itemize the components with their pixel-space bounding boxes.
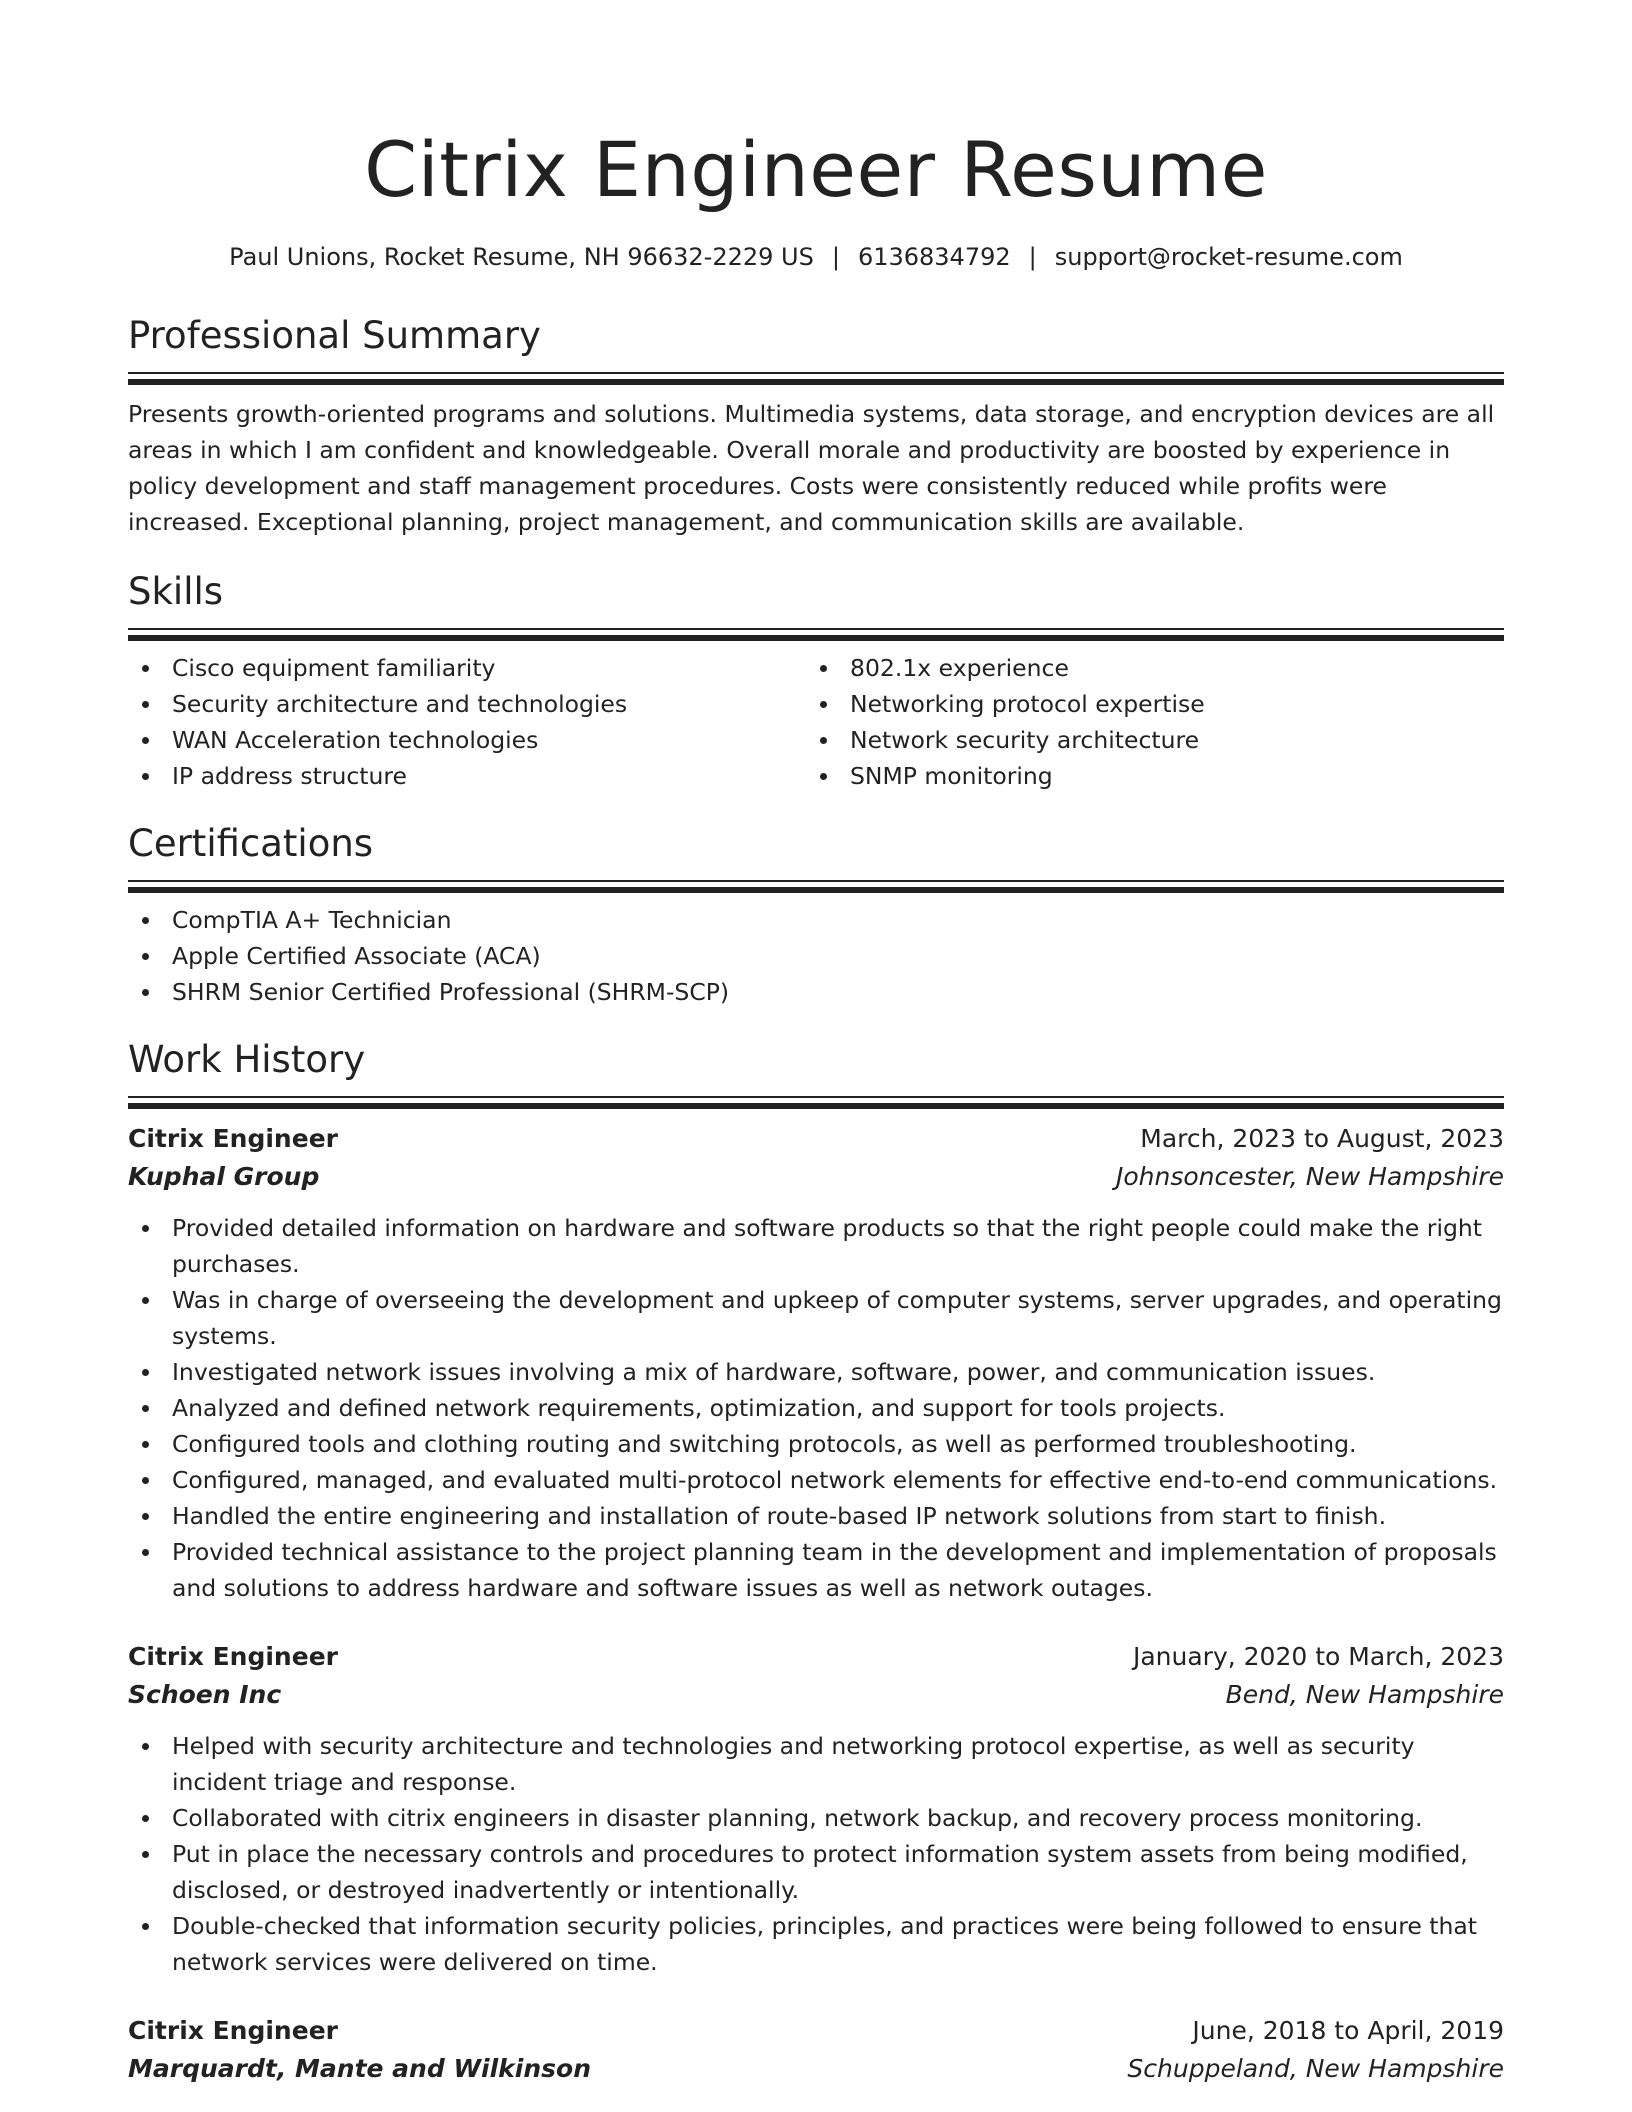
work-history-section: [128, 1034, 1504, 2088]
job-entry: [128, 1120, 1504, 1606]
section-divider: [128, 880, 1504, 894]
job-bullet: Investigated network issues involving a mix of hardware, software, power, and communication issues.: [128, 1354, 1504, 1390]
job-title: Citrix Engineer: [128, 1124, 338, 1153]
section-divider: [128, 1096, 1504, 1110]
job-dates: January, 2020 to March, 2023: [1132, 1642, 1504, 1671]
skill-item: IP address structure: [128, 758, 806, 794]
skill-item: Security architecture and technologies: [128, 686, 806, 722]
job-company: Kuphal Group: [128, 1162, 320, 1191]
job-title: Citrix Engineer: [128, 2016, 338, 2045]
skills-heading: Skills: [128, 570, 224, 613]
job-location: Schuppeland, New Hampshire: [1127, 2054, 1504, 2083]
job-bullet: Analyzed and defined network requirements, optimization, and support for tools projects.: [128, 1390, 1504, 1426]
job-subheader: [128, 1676, 1504, 1714]
job-entry: [128, 2012, 1504, 2088]
certifications-heading: Certifications: [128, 822, 374, 865]
work-history-heading: Work History: [128, 1038, 366, 1081]
contact-line: [128, 240, 1504, 274]
skill-item: 802.1x experience: [806, 650, 1484, 686]
certification-item: SHRM Senior Certified Professional (SHRM-SCP): [128, 974, 1504, 1010]
skill-item: WAN Acceleration technologies: [128, 722, 806, 758]
job-bullets: [128, 1210, 1504, 1606]
skills-section: [128, 566, 1504, 794]
job-bullet: Double-checked that information security policies, principles, and practices were being followed to ensure that network services were delivered on time.: [128, 1908, 1504, 1980]
job-bullet: Helped with security architecture and technologies and networking protocol expertise, as well as security incident triage and response.: [128, 1728, 1504, 1800]
job-bullet: Provided detailed information on hardware and software products so that the right people could make the right purchases.: [128, 1210, 1504, 1282]
job-dates: March, 2023 to August, 2023: [1140, 1124, 1504, 1153]
job-company: Schoen Inc: [128, 1680, 282, 1709]
section-divider: [128, 372, 1504, 386]
job-bullet: Configured, managed, and evaluated multi-protocol network elements for effective end-to-end communications.: [128, 1462, 1504, 1498]
skill-item: SNMP monitoring: [806, 758, 1484, 794]
job-bullet: Provided technical assistance to the project planning team in the development and implementation of proposals and solutions to address hardware and software issues as well as network outages.: [128, 1534, 1504, 1606]
summary-section: [128, 310, 1504, 540]
skill-item: Networking protocol expertise: [806, 686, 1484, 722]
certification-item: CompTIA A+ Technician: [128, 902, 1504, 938]
contact-phone: 6136834792: [857, 243, 1011, 271]
job-company: Marquardt, Mante and Wilkinson: [128, 2054, 592, 2083]
job-header: [128, 1120, 1504, 1158]
skill-item: Cisco equipment familiarity: [128, 650, 806, 686]
certifications-list: [128, 902, 1504, 1010]
job-location: Johnsoncester, New Hampshire: [1115, 1162, 1504, 1191]
contact-address: Paul Unions, Rocket Resume, NH 96632-2229 US: [229, 243, 814, 271]
section-divider: [128, 628, 1504, 642]
skills-list-left: [128, 650, 806, 794]
job-header: [128, 1638, 1504, 1676]
summary-heading: Professional Summary: [128, 314, 541, 357]
job-location: Bend, New Hampshire: [1225, 1680, 1504, 1709]
skill-item: Network security architecture: [806, 722, 1484, 758]
summary-text: Presents growth-oriented programs and solutions. Multimedia systems, data storage, and encryption devices are all areas in which I am confident and knowledgeable. Overall morale and productivity are boosted by experience in policy development and staff management procedures. Costs were consistently reduced while profits were increased. Exceptional planning, project management, and communication skills are available.: [128, 400, 1495, 536]
job-subheader: [128, 2050, 1504, 2088]
skills-grid: [128, 650, 1504, 794]
contact-separator: |: [831, 243, 840, 271]
resume-title: Citrix Engineer Resume: [364, 125, 1268, 214]
job-entry: [128, 1638, 1504, 1980]
job-header: [128, 2012, 1504, 2050]
resume-page: [128, 0, 1504, 2088]
job-bullet: Configured tools and clothing routing and switching protocols, as well as performed troubleshooting.: [128, 1426, 1504, 1462]
certification-item: Apple Certified Associate (ACA): [128, 938, 1504, 974]
job-dates: June, 2018 to April, 2019: [1192, 2016, 1504, 2045]
job-bullet: Handled the entire engineering and installation of route-based IP network solutions from start to finish.: [128, 1498, 1504, 1534]
skills-list-right: [806, 650, 1484, 794]
certifications-section: [128, 818, 1504, 1010]
job-bullet: Collaborated with citrix engineers in disaster planning, network backup, and recovery process monitoring.: [128, 1800, 1504, 1836]
job-bullets: [128, 1728, 1504, 1980]
job-bullet: Put in place the necessary controls and procedures to protect information system assets from being modified, disclosed, or destroyed inadvertently or intentionally.: [128, 1836, 1504, 1908]
job-bullet: Was in charge of overseeing the development and upkeep of computer systems, server upgrades, and operating systems.: [128, 1282, 1504, 1354]
job-subheader: [128, 1158, 1504, 1196]
contact-email[interactable]: support@rocket-resume.com: [1054, 243, 1403, 271]
contact-separator: |: [1028, 243, 1037, 271]
job-title: Citrix Engineer: [128, 1642, 338, 1671]
